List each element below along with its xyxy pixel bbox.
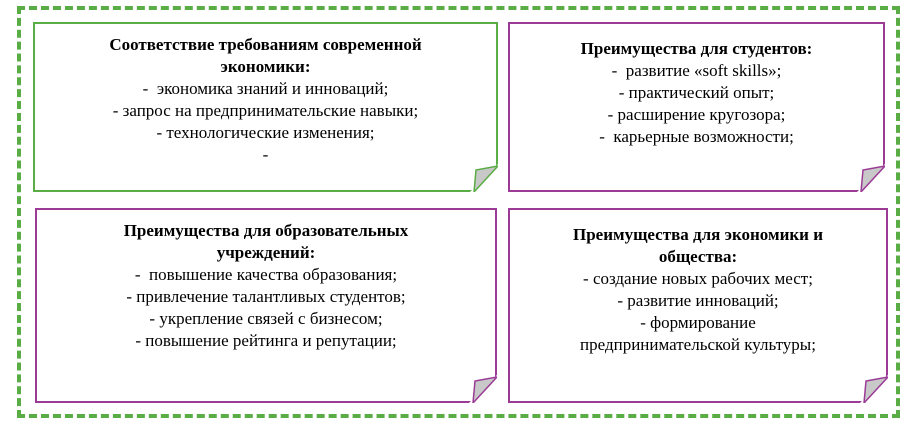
list-item: - развитие инноваций; — [617, 291, 779, 310]
list-item: - технологические изменения; — [156, 123, 375, 142]
list-item: - создание новых рабочих мест; — [583, 269, 813, 288]
list-item: предпринимательской культуры; — [580, 335, 816, 354]
page-fold-icon — [858, 373, 888, 403]
list-item: - расширение кругозора; — [607, 105, 786, 124]
list-item: - формирование — [640, 313, 756, 332]
list-item: - карьерные возможности; — [599, 127, 794, 146]
list-item: - запрос на предпринимательские навыки; — [112, 101, 419, 120]
box-title: Соответствие требованиям современной экономики: — [109, 35, 422, 76]
list-item: - развитие «soft skills»; — [611, 61, 782, 80]
box-title: Преимущества для образовательных учреждений: — [123, 221, 409, 262]
list-item: - укрепление связей с бизнесом; — [149, 309, 383, 328]
list-item: - повышение качества образования; — [134, 265, 398, 284]
list-item: - практический опыт; — [618, 83, 775, 102]
list-item: - экономика знаний и инноваций; — [142, 79, 389, 98]
list-item: - привлечение талантливых студентов; — [126, 287, 406, 306]
box-students-benefits — [508, 22, 885, 192]
box-title: Преимущества для экономики и общества: — [572, 225, 823, 266]
box-economy-society-benefits — [508, 208, 888, 403]
page-fold-icon — [468, 162, 498, 192]
box-institutions-benefits — [35, 208, 497, 403]
page-fold-icon — [467, 373, 497, 403]
box-title: Преимущества для студентов: — [580, 39, 813, 58]
list-item: - повышение рейтинга и репутации; — [135, 331, 397, 350]
page-fold-icon — [855, 162, 885, 192]
box-economy-requirements — [33, 22, 498, 192]
list-item: - — [262, 145, 269, 164]
